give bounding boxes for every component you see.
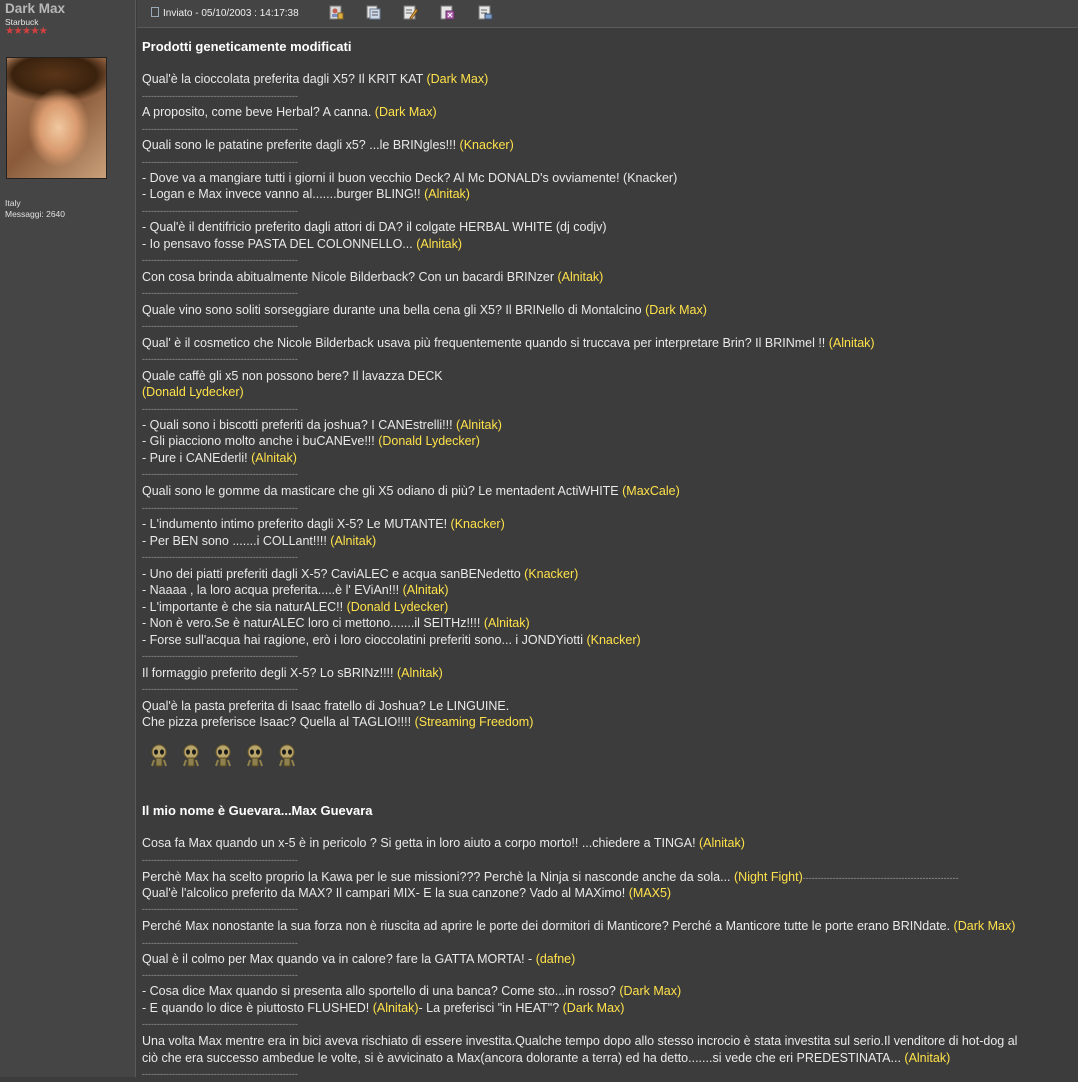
post-line [142,138,514,153]
separator-line: ---------------------------------------------------- [142,91,298,101]
line-author: (Donald Lydecker) [346,600,449,614]
line-author: (Alnitak) [828,336,875,350]
line-text: - Io pensavo fosse PASTA DEL COLONNELLO... [142,237,417,251]
line-text: Qual' è il cosmetico che Nicole Bilderback usava più frequentemente quando si truccava per interpretare Brin? Il BRINmel !! [142,336,829,350]
post-line [142,699,509,714]
line-text: Perché Max nonostante la sua forza non è riuscita ad aprire le porte dei dormitori di Manticore? Perché a Manticore tutte le porte erano BRINdate. [142,919,954,933]
separator-line: ---------------------------------------------------- [142,938,298,948]
post-line [142,434,480,449]
line-author: (Donald Lydecker) [378,434,480,448]
profile-icon[interactable] [329,5,344,20]
author-name[interactable]: Dark Max [5,1,66,16]
line-author: (Knacker) [459,138,514,152]
post-line [142,919,1015,934]
separator-line: ---------------------------------------------------- [142,124,298,134]
author-rank: Starbuck [5,17,39,27]
line-text: Quali sono le gomme da masticare che gli X5 odiano di più? Le mentadent ActiWHITE [142,484,623,498]
alien-smilie-icon [150,744,168,768]
post-date [151,7,299,19]
line-author: (Alnitak) [396,666,443,680]
post-line [142,1001,624,1016]
line-text: Perchè Max ha scelto proprio la Kawa per le sue missioni??? Perchè la Ninja si nasconde anche da sola... [142,870,734,884]
separator-line: ---------------------------------------------------- [142,255,298,265]
line-text: - Uno dei piatti preferiti dagli X-5? CaviALEC e acqua sanBENedetto [142,567,525,581]
line-text: - L'indumento intimo preferito dagli X-5? Le MUTANTE! [142,517,451,531]
line-text: Qual'è la cioccolata preferita dagli X5? Il KRIT KAT [142,72,427,86]
line-text: Con cosa brinda abitualmente Nicole Bilderback? Con un bacardi BRINzer [142,270,558,284]
separator-line: ---------------------------------------------------- [142,552,298,562]
line-author: (Alnitak) [699,836,745,850]
separator-line: ---------------------------------------------------- [142,157,298,167]
post-line [142,484,680,499]
separator-line: ---------------------------------------------------- [142,404,298,414]
section-title: Il mio nome è Guevara...Max Guevara [142,803,373,818]
line-author: (MAX5) [628,886,672,900]
post-toolbar [137,0,1078,28]
post-line [142,567,578,582]
rank-stars: ★★★★★ [5,25,48,37]
separator-line: ---------------------------------------------------- [802,873,959,883]
line-text: Qual'è l'alcolico preferito da MAX? Il campari MIX- E la sua canzone? Vado al MAXimo! [142,886,629,900]
line-text: - Dove va a mangiare tutti i giorni il buon vecchio Deck? Al Mc DONALD's ovviamente! (Knacker) [142,171,678,185]
line-author: (Knacker) [450,517,505,531]
post-line [142,303,707,318]
line-text: Quale vino sono soliti sorseggiare durante una bella cena gli X5? Il BRINello di Montalcino [142,303,646,317]
line-text: - Non è vero.Se è naturALEC loro ci mettono.......il SEITHz!!!! [142,616,484,630]
line-text: - L'importante è che sia naturALEC!! [142,600,347,614]
post-line [142,72,488,87]
line-author: (Dark Max) [374,105,437,119]
line-text: - Gli piacciono molto anche i buCANEve!!! [142,434,379,448]
alien-smilie-icon [246,744,264,768]
reply-icon[interactable] [478,5,493,20]
separator-line: ---------------------------------------------------- [142,206,298,216]
line-text: Il formaggio preferito degli X-5? Lo sBRINz!!!! [142,666,397,680]
line-text: Che pizza preferisce Isaac? Quella al TAGLIO!!!! [142,715,415,729]
line-text: - Qual'è il dentifricio preferito dagli attori di DA? il colgate HERBAL WHITE (dj codjv) [142,220,607,234]
separator-line: ---------------------------------------------------- [142,1019,298,1029]
post-line [142,633,641,648]
quote-icon[interactable] [366,5,381,20]
line-author: (Alnitak) [416,237,463,251]
post-line [142,418,502,433]
line-author: (Dark Max) [562,1001,625,1015]
avatar [6,57,107,179]
line-author: (MaxCale) [622,484,680,498]
post-line [142,385,244,400]
line-author: (Dark Max) [619,984,682,998]
document-icon [151,7,159,17]
post-line [142,886,671,901]
post-line [142,666,443,681]
line-text: Quale caffè gli x5 non possono bere? Il lavazza DECK [142,369,443,383]
line-text: ciò che era successo ambedue le volte, si è avvicinato a Max(ancora dolorante a terra) ed ha detto.......si vede che eri PREDESTINATA... [142,1051,905,1065]
post-line [142,187,470,202]
post-line [142,220,607,235]
separator-line: ---------------------------------------------------- [142,684,298,694]
line-author: (Alnitak) [330,534,377,548]
line-text: - Logan e Max invece vanno al.......burger BLING!! [142,187,425,201]
line-author: (Dark Max) [953,919,1016,933]
line-author: (Alnitak) [483,616,530,630]
line-author: (Alnitak) [372,1001,419,1015]
post-line [142,616,530,631]
line-text: - Quali sono i biscotti preferiti da joshua? I CANEstrelli!!! [142,418,457,432]
line-text: - E quando lo dice è piuttosto FLUSHED! [142,1001,373,1015]
author-sidebar [0,0,136,1077]
line-author: (Alnitak) [402,583,449,597]
line-text: Qual'è la pasta preferita di Isaac fratello di Joshua? Le LINGUINE. [142,699,510,713]
separator-line: ---------------------------------------------------- [142,354,298,364]
alien-smilie-icon [182,744,200,768]
line-text: - Per BEN sono .......i COLLant!!!! [142,534,331,548]
post-line [142,336,875,351]
post-line [142,534,376,549]
separator-line: ---------------------------------------------------- [142,855,298,865]
edit-icon[interactable] [403,5,418,20]
line-text: Quali sono le patatine preferite dagli x5? ...le BRINgles!!! [142,138,460,152]
section-title: Prodotti geneticamente modificati [142,39,352,54]
post-date-text: Inviato - 05/10/2003 : 14:17:38 [163,8,299,19]
separator-line: ---------------------------------------------------- [142,503,298,513]
post-line [142,600,448,615]
post-line [142,1051,950,1066]
line-author: (Streaming Freedom) [414,715,534,729]
line-author: (Alnitak) [424,187,470,201]
post-line [142,870,959,886]
post-line [142,270,603,285]
post-line [142,984,681,999]
post-line [142,171,677,186]
line-author: (Dark Max) [426,72,489,86]
line-text: Qual è il colmo per Max quando va in calore? fare la GATTA MORTA! - [142,952,536,966]
line-author: (dafne) [535,952,576,966]
line-text: Cosa fa Max quando un x-5 è in pericolo ? Si getta in loro aiuto a corpo morto!! ...chiedere a TINGA! [142,836,700,850]
author-location: Italy [5,198,21,208]
alien-smilie-icon [278,744,296,768]
line-author: (Alnitak) [251,451,297,465]
line-author: (Knacker) [524,567,579,581]
separator-line: ---------------------------------------------------- [142,970,298,980]
post-line [142,836,745,851]
line-text: - Pure i CANEderli! [142,451,252,465]
line-author: (Alnitak) [557,270,604,284]
post-line [142,451,297,466]
separator-line: ---------------------------------------------------- [142,651,298,661]
separator-line: ---------------------------------------------------- [142,904,298,914]
line-text: - Naaaa , la loro acqua preferita.....è l' EViAn!!! [142,583,403,597]
line-author: (Dark Max) [645,303,707,317]
line-text: Una volta Max mentre era in bici aveva rischiato di essere investita.Qualche tempo dopo allo stesso incrocio è stata investita sul serio.Il venditore di hot-dog al [142,1034,1018,1048]
line-author: (Night Fight) [734,870,803,884]
post-line [142,583,448,598]
post-line [142,952,575,967]
post-line [142,369,443,384]
post-line [142,517,505,532]
separator-line: ---------------------------------------------------- [142,288,298,298]
line-author: (Alnitak) [456,418,502,432]
post-line [142,1034,1017,1049]
separator-line: ---------------------------------------------------- [142,321,298,331]
line-text: A proposito, come beve Herbal? A canna. [142,105,375,119]
line-author: (Donald Lydecker) [142,385,244,399]
alien-smilie-icon [214,744,232,768]
line-text: - La preferisci "in HEAT"? [418,1001,563,1015]
delete-icon[interactable] [440,5,455,20]
post-line [142,715,533,730]
separator-line: ---------------------------------------------------- [142,1069,298,1079]
author-message-count: Messaggi: 2640 [5,209,66,219]
line-author: (Knacker) [586,633,641,647]
line-author: (Alnitak) [904,1051,951,1065]
line-text: - Forse sull'acqua hai ragione, erò i loro cioccolatini preferiti sono... i JONDYiotti [142,633,587,647]
separator-line: ---------------------------------------------------- [142,469,298,479]
post-line [142,105,437,120]
post-line [142,237,462,252]
line-text: - Cosa dice Max quando si presenta allo sportello di una banca? Come sto...in rosso? [142,984,620,998]
